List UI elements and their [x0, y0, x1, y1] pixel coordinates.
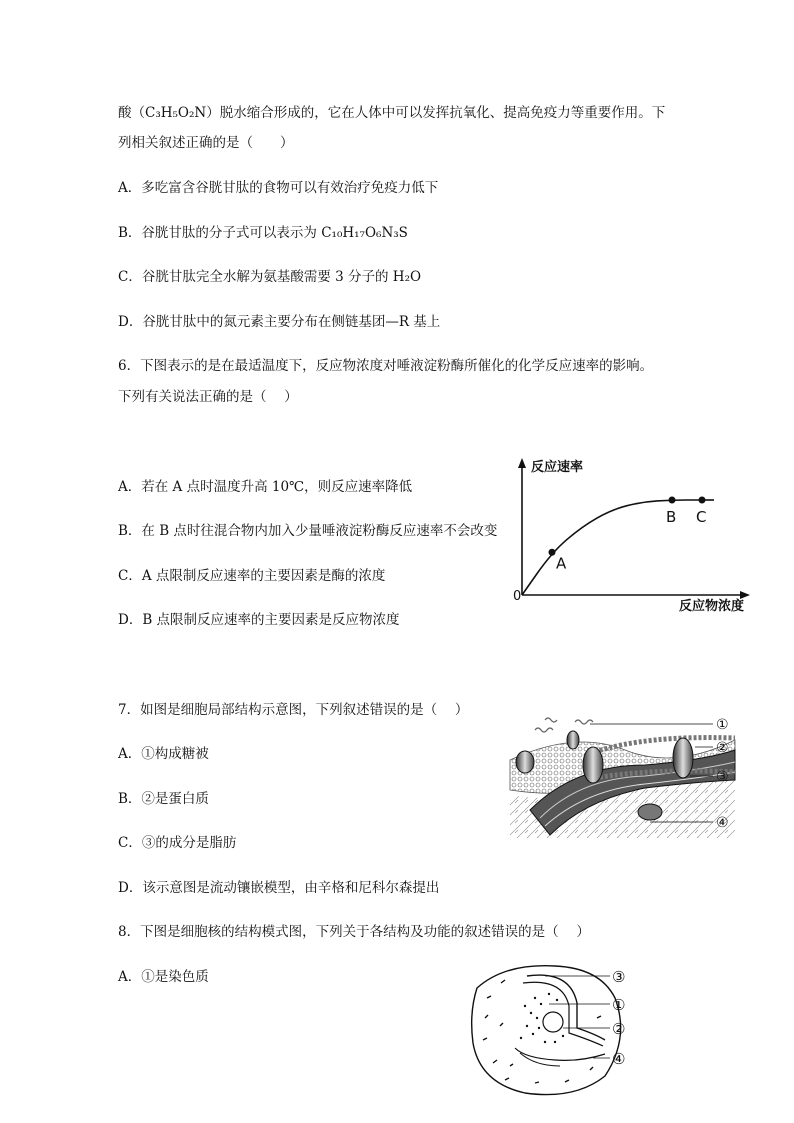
nucleus-outline	[472, 966, 621, 1095]
q5-option-b: B．谷胱甘肽的分子式可以表示为 C₁₀H₁₇O₆N₃S	[118, 225, 408, 241]
point-b	[669, 497, 676, 504]
q6-option-a: A．若在 A 点时温度升高 10℃，则反应速率降低	[118, 479, 413, 495]
nucleus-label-2: ②	[612, 1020, 626, 1038]
point-label-b: B	[666, 508, 677, 526]
rate-chart-svg	[505, 455, 755, 620]
glycoprotein-chain	[535, 718, 593, 732]
point-a	[549, 549, 556, 556]
cell-membrane-figure	[505, 710, 740, 842]
y-axis-arrow	[518, 458, 526, 468]
q5-option-c: C．谷胱甘肽完全水解为氨基酸需要 3 分子的 H₂O	[118, 269, 422, 285]
q6-option-b: B．在 B 点时往混合物内加入少量唾液淀粉酶反应速率不会改变	[118, 523, 498, 539]
q7-stem: 7．如图是细胞局部结构示意图，下列叙述错误的是（ ）	[118, 702, 469, 718]
membrane-protein	[673, 738, 693, 778]
nucleus-label-3: ③	[612, 968, 626, 986]
y-axis-label: 反应速率	[531, 460, 584, 475]
q6-rate-chart	[505, 455, 755, 620]
q7-option-d: D．该示意图是流动镶嵌模型，由辛格和尼科尔森提出	[118, 880, 440, 896]
label-4: ④	[716, 815, 729, 831]
x-axis-arrow	[740, 591, 750, 599]
q5-option-d: D．谷胱甘肽中的氮元素主要分布在侧链基团—R 基上	[118, 314, 441, 330]
q6-option-d: D．B 点限制反应速率的主要因素是反应物浓度	[118, 612, 400, 628]
label-1: ①	[716, 717, 729, 733]
point-c	[699, 497, 706, 504]
q6-stem-line2: 下列有关说法正确的是（ ）	[118, 389, 298, 405]
nucleus-label-4: ④	[612, 1050, 626, 1068]
nucleus-label-1: ①	[612, 996, 626, 1014]
q6-option-c: C．A 点限制反应速率的主要因素是酶的浓度	[118, 568, 386, 584]
point-label-a: A	[556, 554, 567, 573]
q7-option-c: C．③的成分是脂肪	[118, 835, 237, 851]
q5-option-a: A．多吃富含谷胱甘肽的食物可以有效治疗免疫力低下	[118, 180, 439, 196]
origin-label: 0	[513, 589, 522, 604]
q7-option-a: A．①构成糖被	[118, 746, 209, 762]
q5-stem-line1: 酸（C₃H₅O₂N）脱水缩合形成的，它在人体中可以发挥抗氧化、提高免疫力等重要作用。下	[118, 105, 666, 121]
label-3: ③	[716, 769, 729, 785]
point-label-c: C	[696, 508, 707, 526]
label-2: ②	[716, 740, 729, 756]
nucleus-figure	[465, 958, 645, 1100]
q8-stem: 8．下图是细胞核的结构模式图，下列关于各结构及功能的叙述错误的是（ ）	[118, 924, 590, 940]
q6-stem-line1: 6．下图表示的是在最适温度下，反应物浓度对唾液淀粉酶所催化的化学反应速率的影响。	[118, 358, 654, 374]
q8-option-a: A．①是染色质	[118, 969, 209, 985]
q5-stem-line2: 列相关叙述正确的是（ ）	[118, 135, 294, 151]
nucleolus	[543, 1012, 563, 1032]
q7-option-b: B．②是蛋白质	[118, 791, 209, 807]
x-axis-label: 反应物浓度	[679, 599, 745, 614]
